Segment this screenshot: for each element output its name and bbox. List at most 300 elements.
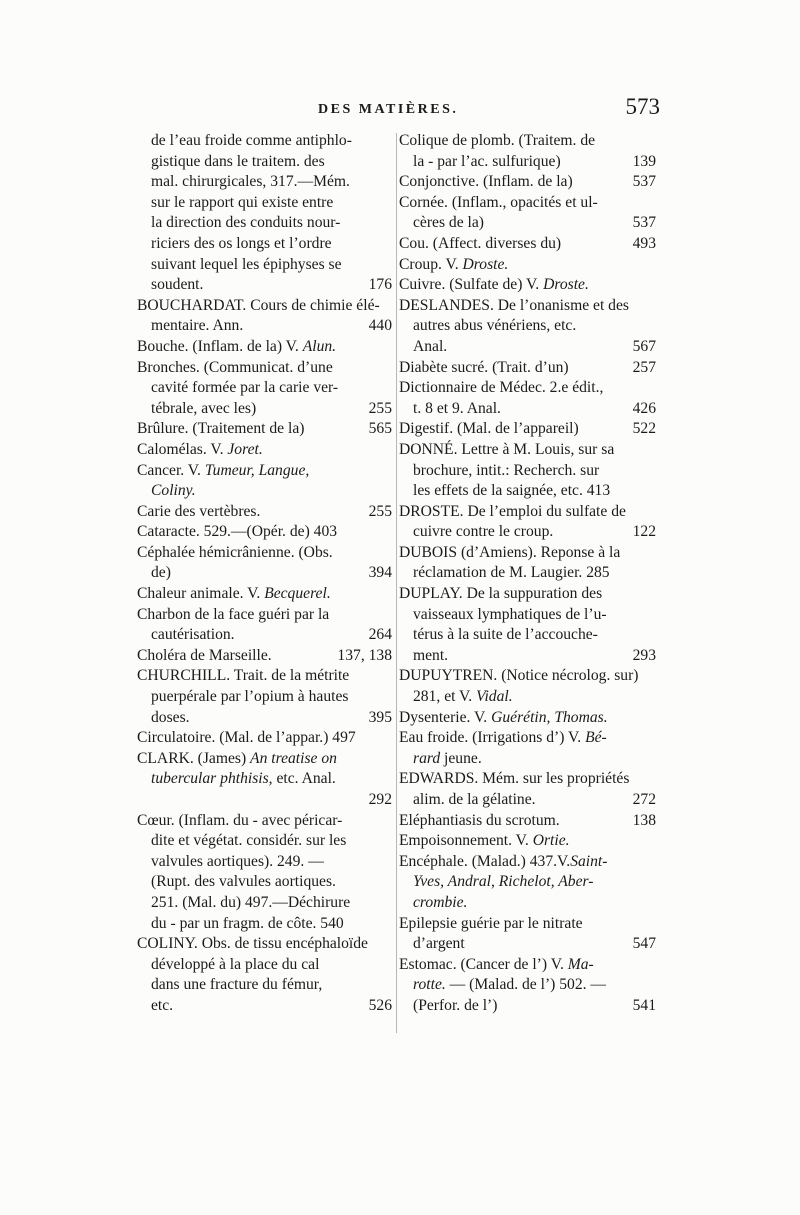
entry-text: Anal.	[413, 337, 448, 355]
page-reference: 440	[368, 317, 392, 335]
index-entry-text	[399, 276, 589, 293]
index-entry-text	[399, 956, 594, 973]
index-line	[137, 708, 392, 729]
index-line	[399, 728, 656, 749]
entry-text: Cou. (Affect. diverses du)	[399, 234, 562, 252]
index-line	[137, 934, 392, 955]
index-entry-text	[399, 585, 602, 602]
entry-italic-text: rotte.	[413, 976, 446, 994]
index-line	[137, 255, 392, 276]
entry-text: mentaire. Ann.	[151, 317, 244, 335]
index-line	[399, 152, 656, 173]
index-entry-text	[151, 708, 190, 729]
index-entry-text	[151, 563, 171, 584]
index-entry-text	[413, 317, 576, 334]
index-line	[137, 872, 392, 893]
page-reference: 272	[632, 791, 656, 808]
entry-text: autres abus vénériens, etc.	[413, 317, 577, 335]
entry-text: Dictionnaire de Médec. 2.e édit.,	[399, 379, 604, 397]
entry-text: Charbon de la face guéri par la	[137, 605, 330, 623]
index-entry-text	[413, 213, 484, 234]
entry-text: Circulatoire. (Mal. de l’appar.) 497	[137, 729, 356, 747]
entry-text: Empoisonnement. V.	[399, 832, 533, 850]
index-line	[137, 337, 392, 358]
index-line	[137, 728, 392, 749]
entry-italic-text: Ma-	[567, 955, 594, 973]
index-line	[137, 234, 392, 255]
index-line	[399, 955, 656, 976]
entry-text: de l’eau froide comme antiphlo-	[151, 132, 352, 149]
index-entry-text	[399, 729, 607, 746]
index-line	[399, 358, 656, 379]
entry-text: Conjonctive. (Inflam. de la)	[399, 173, 573, 191]
entry-text: gistique dans le traitem. des	[151, 152, 325, 170]
index-line	[137, 152, 392, 173]
index-entry-text	[137, 441, 263, 458]
index-line	[399, 872, 656, 893]
index-entry-text	[137, 750, 337, 767]
entry-text: Brûlure. (Traitement de la)	[137, 420, 305, 438]
index-entry-text	[399, 132, 595, 149]
entry-text: tébrale, avec les)	[151, 399, 257, 417]
page-reference: 122	[632, 523, 656, 541]
index-line	[137, 955, 392, 976]
index-entry-text	[137, 585, 331, 602]
index-line	[399, 914, 656, 935]
index-entry-text	[399, 234, 561, 255]
entry-text: mal. chirurgicales, 317.—Mém.	[151, 173, 350, 191]
entry-text: Dysenterie. V.	[399, 708, 492, 726]
entry-text: Céphalée hémicrânienne. (Obs.	[137, 543, 333, 561]
entry-text: Cancer. V.	[137, 461, 205, 479]
index-line	[399, 316, 656, 337]
index-line	[137, 852, 392, 873]
index-entry-text	[399, 172, 573, 193]
entry-text: Cornée. (Inflam., opacités et ul-	[399, 193, 598, 211]
entry-text: Encéphale. (Malad.) 437.V.	[399, 852, 571, 870]
index-entry-text	[399, 709, 608, 726]
entry-text: vaisseaux lymphatiques de l’u-	[413, 605, 607, 623]
entry-text-continued: — (Malad. de l’) 502. —	[445, 976, 607, 994]
index-line	[137, 605, 392, 626]
index-entry-text	[137, 646, 272, 667]
index-line	[399, 646, 656, 667]
left-index-column	[137, 131, 392, 1017]
index-entry-text	[399, 256, 508, 273]
page-reference: 522	[632, 420, 656, 438]
index-line	[399, 296, 656, 317]
page-number: 573	[625, 94, 660, 119]
running-title: DES MATIÈRES.	[318, 102, 459, 117]
index-line	[399, 584, 656, 605]
index-line	[399, 769, 656, 790]
index-line	[399, 481, 656, 502]
index-line	[137, 378, 392, 399]
entry-text: cères de la)	[413, 214, 484, 232]
index-entry-text	[413, 564, 610, 581]
entry-italic-text: Vidal.	[476, 688, 513, 706]
index-line	[137, 358, 392, 379]
index-entry-text	[151, 399, 256, 420]
entry-italic-text: crombie.	[413, 893, 468, 911]
page-reference: 395	[368, 708, 392, 726]
index-entry-text	[151, 873, 336, 890]
page-reference: 565	[368, 420, 392, 438]
entry-text: développé à la place du cal	[151, 955, 320, 973]
index-line	[137, 440, 392, 461]
index-line	[399, 996, 656, 1017]
index-line	[399, 399, 656, 420]
entry-italic-text: Bé-	[585, 729, 607, 747]
entry-italic-text: Ortie.	[532, 832, 570, 850]
index-line	[399, 172, 656, 193]
entry-text: suivant lequel les épiphyses se	[151, 255, 342, 273]
index-line	[399, 234, 656, 255]
index-entry-text	[399, 297, 629, 314]
index-line	[137, 893, 392, 914]
entry-text: DONNÉ. Lettre à M. Louis, sur sa	[399, 440, 615, 458]
page-reference: 257	[632, 358, 656, 376]
entry-text: ment.	[413, 646, 449, 664]
index-line	[399, 255, 656, 276]
index-entry-text	[413, 337, 447, 358]
index-entry-text	[137, 419, 304, 440]
index-line	[399, 708, 656, 729]
index-entry-text	[399, 194, 598, 211]
index-line	[137, 811, 392, 832]
index-line	[399, 934, 656, 955]
entry-text: Cuivre. (Sulfate de) V.	[399, 276, 544, 294]
index-line	[137, 522, 392, 543]
index-line	[399, 831, 656, 852]
entry-text: Digestif. (Mal. de l’appareil)	[399, 420, 579, 438]
page-reference: 293	[632, 646, 656, 664]
entry-text: CLARK. (James)	[137, 749, 251, 767]
index-entry-text	[399, 419, 579, 440]
index-entry-text	[413, 462, 599, 479]
entry-text: CHURCHILL. Trait. de la métrite	[137, 667, 350, 685]
index-entry-text	[137, 606, 329, 623]
index-line	[137, 914, 392, 935]
page-reference: 255	[368, 399, 392, 417]
index-entry-text	[151, 235, 332, 252]
index-entry-text	[399, 441, 614, 458]
entry-text: cautérisation.	[151, 626, 235, 644]
entry-text: Cataracte. 529.—(Opér. de) 403	[137, 523, 338, 541]
index-line	[137, 666, 392, 687]
page-reference: 537	[632, 173, 656, 191]
entry-text: Epilepsie guérie par le nitrate	[399, 914, 583, 932]
index-entry-text	[151, 214, 340, 231]
index-line	[137, 543, 392, 564]
index-entry-text	[399, 811, 560, 832]
index-entry-text	[137, 729, 356, 746]
index-line	[137, 790, 392, 811]
index-line	[137, 975, 392, 996]
index-entry-text	[137, 667, 349, 684]
entry-text: Diabète sucré. (Trait. d’un)	[399, 358, 569, 376]
entry-text: t. 8 et 9. Anal.	[413, 399, 501, 417]
index-line	[399, 811, 656, 832]
entry-text: Estomac. (Cancer de l’) V.	[399, 955, 568, 973]
index-entry-text	[151, 625, 235, 646]
index-line	[137, 749, 392, 770]
right-index-column	[399, 131, 656, 1017]
page-reference: 567	[632, 337, 656, 355]
entry-italic-text: Coliny.	[151, 482, 196, 500]
index-entry-text	[399, 832, 570, 849]
index-entry-text	[413, 894, 467, 911]
entry-text: cavité formée par la carie ver-	[151, 379, 339, 397]
index-line	[399, 419, 656, 440]
index-entry-text	[151, 132, 352, 149]
index-entry-text	[413, 873, 593, 890]
index-entry-text	[399, 358, 569, 379]
page-header	[130, 96, 660, 126]
index-line	[399, 213, 656, 234]
entry-text: Bronches. (Communicat. d’une	[137, 358, 333, 376]
entry-text: puerpérale par l’opium à hautes	[151, 688, 349, 706]
index-entry-text	[399, 853, 607, 870]
index-line	[137, 399, 392, 420]
index-entry-text	[137, 935, 368, 952]
entry-text: de)	[151, 564, 171, 582]
index-line	[137, 563, 392, 584]
index-line	[137, 461, 392, 482]
entry-text: Croup. V.	[399, 255, 463, 273]
page-reference: 394	[368, 564, 392, 582]
entry-text: dans une fracture du fémur,	[151, 976, 323, 994]
index-entry-text	[399, 379, 603, 396]
index-line	[137, 996, 392, 1017]
index-line	[137, 275, 392, 296]
entry-text-continued: etc. Anal.	[272, 770, 336, 788]
index-entry-text	[151, 894, 350, 911]
index-entry-text	[151, 256, 342, 273]
entry-italic-text: Alun.	[302, 337, 337, 355]
entry-italic-text: An treatise on	[250, 749, 337, 767]
index-entry-text	[413, 790, 536, 811]
index-entry-text	[151, 996, 173, 1017]
index-line	[137, 193, 392, 214]
index-line	[399, 502, 656, 523]
index-line	[137, 172, 392, 193]
index-entry-text	[399, 667, 639, 684]
entry-text: Eléphantiasis du scrotum.	[399, 811, 560, 829]
entry-text: DUPLAY. De la suppuration des	[399, 585, 603, 603]
entry-text: BOUCHARDAT. Cours de chimie élé-	[137, 296, 380, 314]
entry-text: la direction des conduits nour-	[151, 214, 341, 232]
index-entry-text	[413, 626, 598, 643]
index-entry-text	[399, 544, 620, 561]
index-entry-text	[137, 544, 333, 561]
page-reference: 537	[632, 214, 656, 232]
index-entry-text	[137, 359, 333, 376]
entry-text: Chaleur animale. V.	[137, 585, 265, 603]
entry-text: Cœur. (Inflam. du - avec péricar-	[137, 811, 343, 829]
entry-text: riciers des os longs et l’ordre	[151, 234, 332, 252]
entry-text: DROSTE. De l’emploi du sulfate de	[399, 502, 626, 520]
index-entry-text	[151, 976, 322, 993]
index-line	[137, 296, 392, 317]
index-line	[399, 275, 656, 296]
index-entry-text	[413, 399, 501, 420]
index-line	[137, 625, 392, 646]
index-entry-text	[151, 379, 338, 396]
entry-text: Colique de plomb. (Traitem. de	[399, 132, 596, 149]
page-reference: 426	[632, 399, 656, 417]
index-entry-text	[399, 915, 583, 932]
entry-text: etc.	[151, 996, 174, 1014]
entry-text: DUPUYTREN. (Notice nécrolog. sur)	[399, 667, 639, 685]
index-entry-text	[151, 770, 336, 787]
index-entry-text	[413, 750, 482, 767]
index-entry-text	[151, 316, 243, 337]
index-line	[137, 584, 392, 605]
entry-italic-text: Saint-	[570, 852, 608, 870]
entry-text: réclamation de M. Laugier. 285	[413, 564, 610, 582]
entry-text: Bouche. (Inflam. de la) V.	[137, 337, 303, 355]
entry-italic-text: Guérétin, Thomas.	[491, 708, 608, 726]
index-entry-text	[413, 688, 513, 705]
index-line	[399, 790, 656, 811]
entry-text-continued: jeune.	[440, 749, 482, 767]
entry-text: sur le rapport qui existe entre	[151, 193, 334, 211]
index-line	[399, 563, 656, 584]
index-entry-text	[137, 502, 260, 523]
entry-italic-text: rard	[413, 749, 441, 767]
index-line	[399, 193, 656, 214]
index-entry-text	[151, 153, 325, 170]
entry-italic-text: Joret.	[227, 440, 263, 458]
page-reference: 493	[632, 234, 656, 252]
entry-italic-text: Yves, Andral, Richelot, Aber-	[413, 873, 594, 891]
column-divider	[396, 133, 397, 1033]
index-entry-text	[137, 812, 342, 829]
index-line	[137, 131, 392, 152]
entry-text: doses.	[151, 708, 190, 726]
entry-text: d’argent	[413, 935, 465, 953]
index-entry-text	[413, 522, 553, 543]
page-reference: 137, 138	[337, 646, 392, 664]
page-reference: 292	[368, 791, 392, 808]
index-entry-text	[137, 338, 336, 355]
index-line	[137, 502, 392, 523]
index-entry-text	[151, 482, 196, 499]
entry-italic-text: Droste.	[543, 276, 589, 294]
index-entry-text	[413, 976, 606, 993]
index-line	[137, 213, 392, 234]
entry-text: Calomélas. V.	[137, 440, 228, 458]
index-line	[399, 687, 656, 708]
index-line	[399, 440, 656, 461]
entry-italic-text: Tumeur, Langue,	[204, 461, 310, 479]
index-entry-text	[399, 770, 629, 787]
entry-italic-text: tubercular phthisis,	[151, 770, 273, 788]
page-reference: 138	[632, 811, 656, 829]
index-line	[137, 769, 392, 790]
index-entry-text	[413, 482, 610, 499]
entry-italic-text: Droste.	[462, 255, 509, 273]
index-line	[399, 543, 656, 564]
index-entry-text	[151, 275, 203, 296]
page-reference: 176	[368, 276, 392, 294]
entry-text: 251. (Mal. du) 497.—Déchirure	[151, 893, 351, 911]
index-entry-text	[151, 832, 346, 849]
page-reference: 541	[632, 996, 656, 1014]
index-line	[399, 975, 656, 996]
entry-text: la - par l’ac. sulfurique)	[413, 152, 561, 170]
entry-text: brochure, intit.: Recherch. sur	[413, 461, 600, 479]
index-entry-text	[413, 996, 497, 1017]
index-entry-text	[151, 194, 333, 211]
index-line	[137, 646, 392, 667]
index-line	[399, 522, 656, 543]
page-reference: 264	[368, 626, 392, 644]
page-reference: 255	[368, 502, 392, 520]
entry-text: DUBOIS (d’Amiens). Reponse à la	[399, 543, 621, 561]
index-line	[399, 852, 656, 873]
index-entry-text	[151, 915, 344, 932]
index-entry-text	[151, 853, 324, 870]
entry-text: 281, et V.	[413, 688, 477, 706]
page-reference: 526	[368, 996, 392, 1014]
entry-text: Choléra de Marseille.	[137, 646, 272, 664]
entry-text: Eau froide. (Irrigations d’) V.	[399, 729, 586, 747]
entry-text: du - par un fragm. de côte. 540	[151, 914, 344, 932]
index-line	[399, 893, 656, 914]
index-line	[137, 419, 392, 440]
index-line	[399, 131, 656, 152]
index-line	[399, 666, 656, 687]
entry-text: soudent.	[151, 276, 204, 294]
index-line	[399, 461, 656, 482]
entry-text: valvules aortiques). 249. —	[151, 852, 324, 870]
entry-italic-text: Becquerel.	[264, 585, 331, 603]
entry-text: Carie des vertèbres.	[137, 502, 261, 520]
entry-text: (Perfor. de l’)	[413, 996, 498, 1014]
index-entry-text	[413, 152, 561, 173]
index-line	[399, 625, 656, 646]
index-line	[137, 481, 392, 502]
entry-text: cuivre contre le croup.	[413, 523, 554, 541]
entry-text: alim. de la gélatine.	[413, 791, 536, 808]
page-reference: 547	[632, 935, 656, 953]
entry-text: dite et végétat. considér. sur les	[151, 832, 347, 850]
index-line	[399, 378, 656, 399]
index-line	[399, 337, 656, 358]
index-line	[137, 316, 392, 337]
entry-text: térus à la suite de l’accouche-	[413, 626, 598, 644]
index-entry-text	[413, 934, 465, 955]
entry-text: COLINY. Obs. de tissu encéphaloïde	[137, 935, 368, 953]
entry-text: les effets de la saignée, etc. 413	[413, 482, 611, 500]
index-line	[137, 831, 392, 852]
index-entry-text	[413, 646, 448, 667]
index-entry-text	[413, 606, 607, 623]
entry-text: EDWARDS. Mém. sur les propriétés	[399, 770, 630, 788]
index-line	[399, 749, 656, 770]
index-entry-text	[137, 523, 337, 540]
entry-text: (Rupt. des valvules aortiques.	[151, 873, 336, 891]
entry-text: DESLANDES. De l’onanisme et des	[399, 296, 629, 314]
index-entry-text	[151, 173, 350, 190]
page-reference: 139	[632, 152, 656, 170]
index-entry-text	[151, 956, 319, 973]
index-line	[399, 605, 656, 626]
index-line	[137, 687, 392, 708]
index-entry-text	[137, 297, 380, 314]
